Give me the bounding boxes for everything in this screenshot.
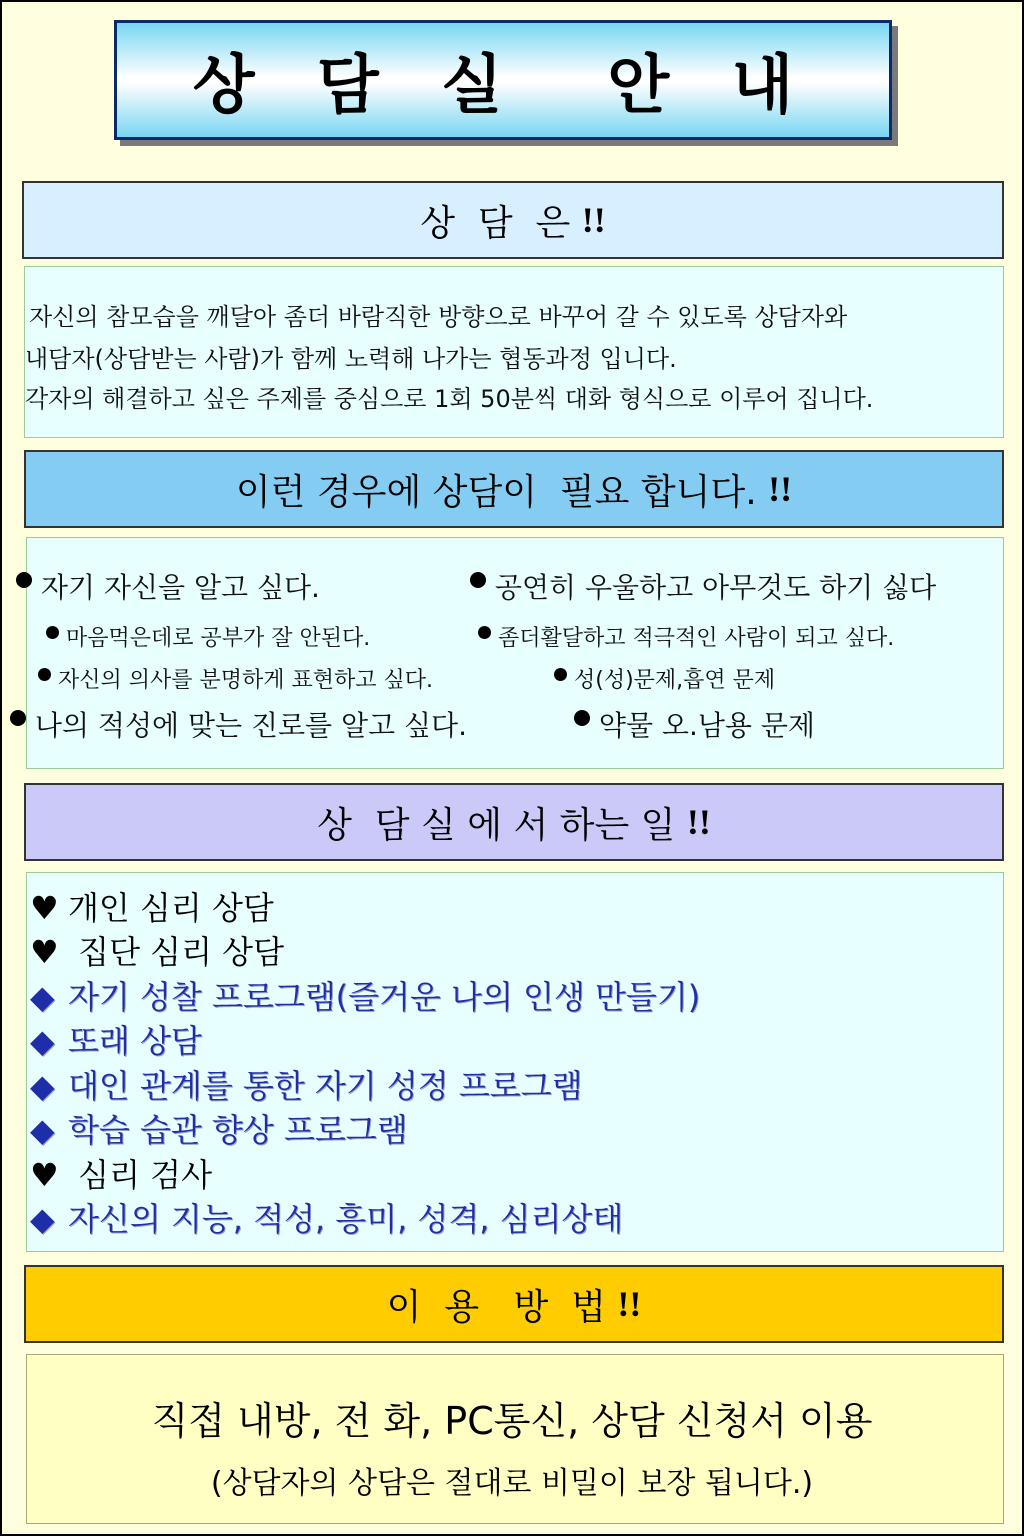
diamond-icon: ◆ (30, 1111, 55, 1149)
heart-icon: ♥ (30, 933, 59, 971)
need-item-text: 약물 오.남용 문제 (598, 709, 815, 742)
usage-methods: 직접 내방, 전 화, PC통신, 상담 신청서 이용 (151, 1399, 873, 1443)
need-item-text: 공연히 우울하고 아무것도 하기 싫다 (494, 571, 937, 604)
service-item-text: 자신의 지능, 적성, 흥미, 성격, 심리상태 (68, 1200, 624, 1238)
need-item-text: 나의 적성에 맞는 진로를 알고 싶다. (34, 709, 467, 742)
bullet-dot-icon (16, 572, 32, 588)
diamond-icon: ◆ (30, 1067, 55, 1105)
page-title: 상 담 실 안 내 (192, 49, 814, 123)
service-item-text: 대인 관계를 통한 자기 성정 프로그램 (68, 1067, 583, 1105)
service-item-text: 또래 상담 (68, 1022, 202, 1060)
bullet-dot-icon (478, 626, 491, 639)
service-item-text: 개인 심리 상담 (68, 889, 274, 927)
usage-header-exclamation: !! (617, 1284, 642, 1324)
need-item (10, 704, 467, 744)
service-item (30, 1019, 202, 1063)
bullet-dot-icon (470, 572, 486, 588)
need-item (38, 663, 433, 694)
usage-confidentiality-note: (상담자의 상담은 절대로 비밀이 보장 됩니다.) (210, 1466, 814, 1501)
about-line-3: 각자의 해결하고 싶은 주제를 중심으로 1회 50분씩 대화 형식으로 이루어 집니다. (25, 385, 874, 413)
bullet-dot-icon (574, 710, 590, 726)
diamond-icon: ◆ (30, 978, 55, 1016)
about-line-1: 자신의 참모습을 깨달아 좀더 바람직한 방향으로 바꾸어 갈 수 있도록 상담자와 (29, 303, 848, 331)
needs-header-label: 이런 경우에 상담이 필요 합니다. (235, 471, 769, 513)
service-item (30, 930, 284, 974)
about-header-exclamation: !! (581, 200, 606, 240)
service-item-text: 심리 검사 (68, 1156, 212, 1194)
need-item (16, 566, 320, 606)
service-item (30, 1108, 408, 1152)
needs-header-exclamation: !! (768, 469, 793, 509)
diamond-icon: ◆ (30, 1200, 55, 1238)
service-item-text: 집단 심리 상담 (68, 933, 284, 971)
service-item (30, 886, 274, 930)
bullet-dot-icon (46, 626, 59, 639)
service-item (30, 975, 700, 1019)
need-item-text: 좀더활달하고 적극적인 사람이 되고 싶다. (498, 626, 895, 651)
need-item-text: 자신의 의사를 분명하게 표현하고 싶다. (58, 668, 433, 693)
need-item (46, 621, 370, 652)
need-item-text: 자기 자신을 알고 싶다. (40, 571, 320, 604)
usage-header-label: 이 용 방 법 (386, 1286, 618, 1328)
service-item (30, 1153, 212, 1197)
need-item (470, 566, 936, 606)
needs-header (24, 450, 1004, 528)
usage-header (24, 1265, 1004, 1343)
diamond-icon: ◆ (30, 1022, 55, 1060)
need-item-text: 마음먹은데로 공부가 잘 안된다. (66, 626, 371, 651)
need-item (554, 663, 775, 694)
need-item (574, 704, 815, 744)
bullet-dot-icon (10, 710, 26, 726)
about-header-label: 상 담 은 (420, 202, 582, 244)
about-line-2: 내담자(상담받는 사람)가 함께 노력해 나가는 협동과정 입니다. (25, 345, 677, 373)
service-item (30, 1197, 623, 1241)
about-panel (24, 266, 1004, 438)
bullet-dot-icon (38, 668, 51, 681)
about-header (22, 181, 1004, 259)
heart-icon: ♥ (30, 889, 59, 927)
services-header-label: 상 담 실 에 서 하는 일 (317, 804, 687, 846)
bullet-dot-icon (554, 668, 567, 681)
need-item (478, 621, 894, 652)
service-item (30, 1064, 583, 1108)
need-item-text: 성(성)문제,흡연 문제 (574, 668, 776, 693)
service-item-text: 학습 습관 향상 프로그램 (68, 1111, 408, 1149)
service-item-text: 자기 성찰 프로그램(즐거운 나의 인생 만들기) (68, 978, 701, 1016)
title-banner (114, 20, 892, 140)
heart-icon: ♥ (30, 1156, 59, 1194)
services-header-exclamation: !! (686, 802, 711, 842)
services-header (24, 783, 1004, 861)
